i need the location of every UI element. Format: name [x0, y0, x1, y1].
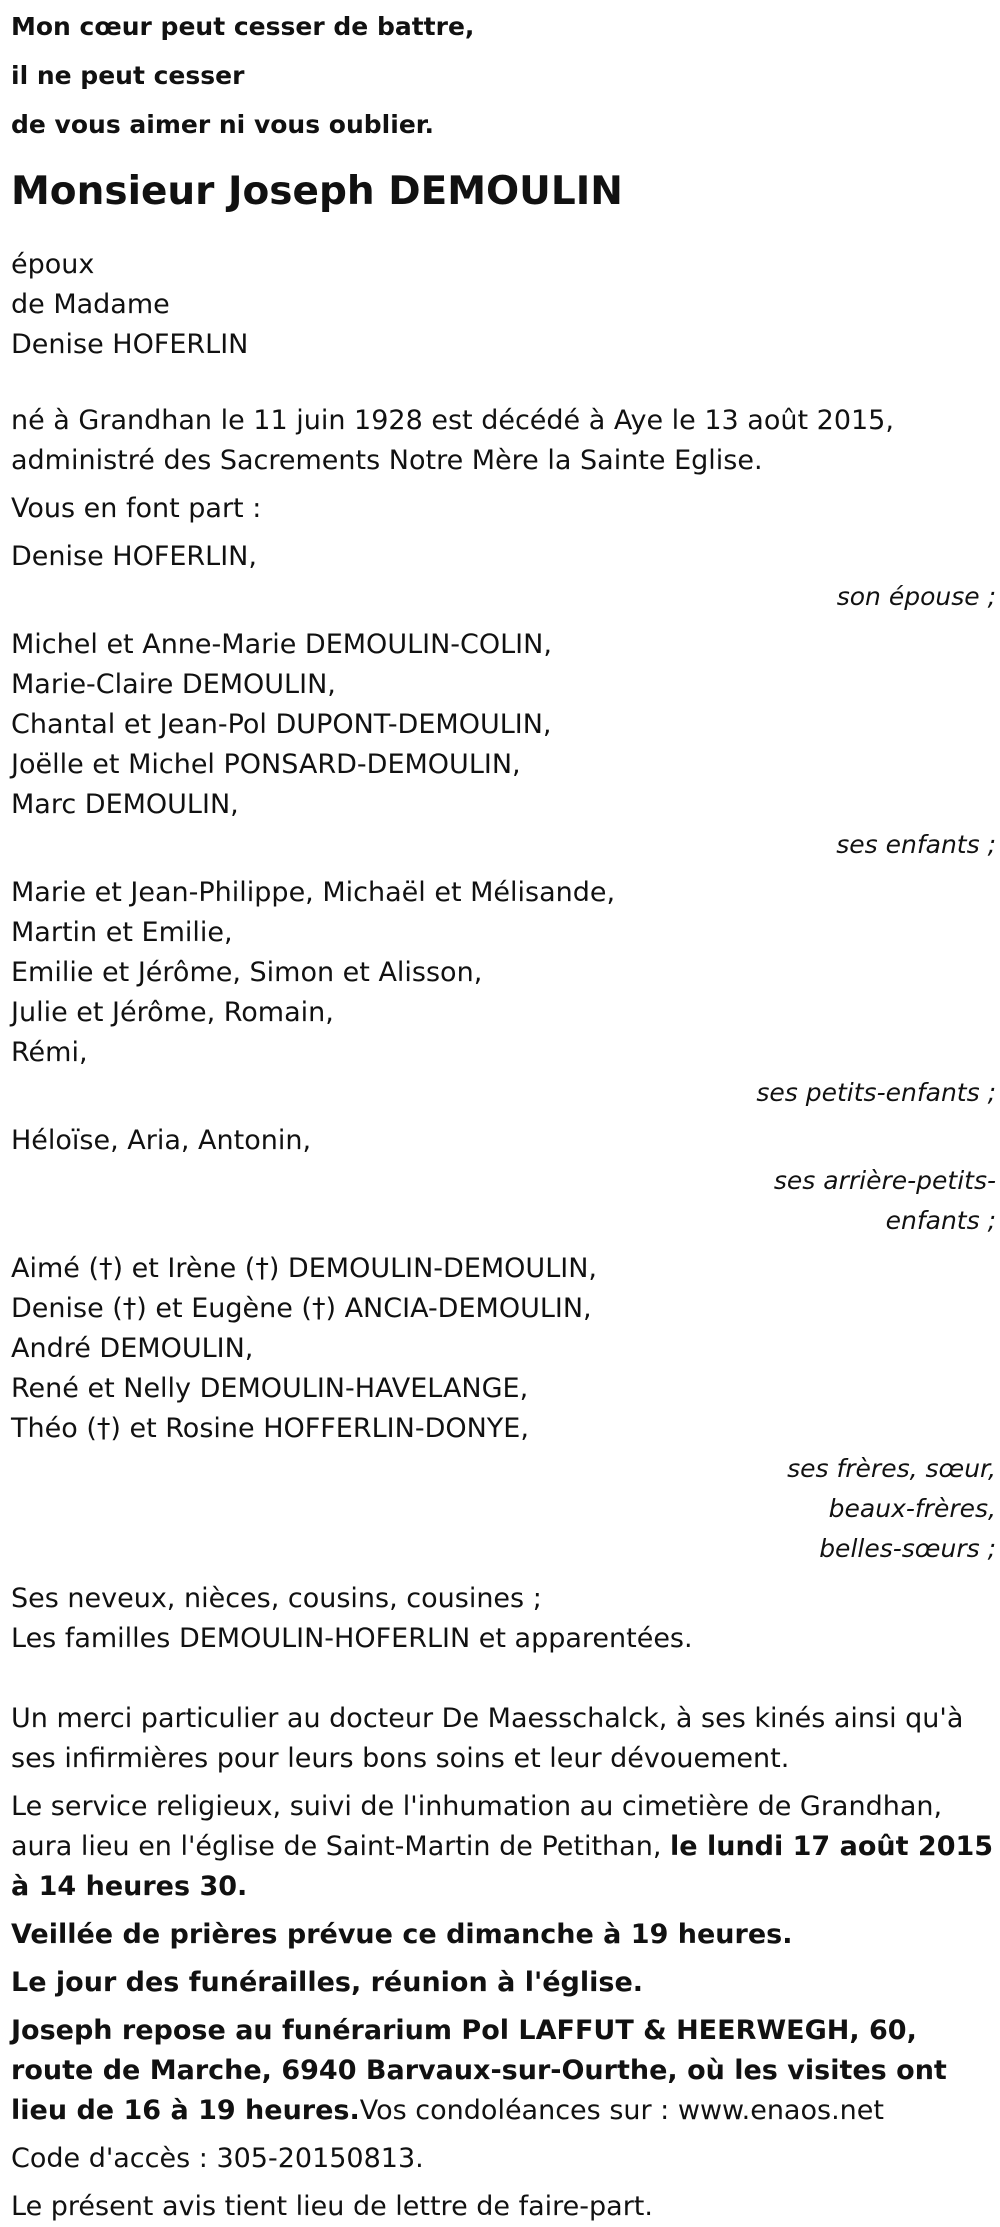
person-line: Joëlle et Michel PONSARD-DEMOULIN, — [11, 749, 521, 780]
condolences-info: Vos condoléances sur : www.enaos.net — [359, 2095, 884, 2126]
relation-label: beaux-frères, — [828, 1494, 996, 1523]
service-paragraph — [11, 1787, 996, 1907]
relation-label: son épouse ; — [836, 582, 996, 611]
person-line: Héloïse, Aria, Antonin, — [11, 1125, 312, 1156]
deceased-name: Monsieur Joseph DEMOULIN — [11, 169, 623, 214]
family-group-siblings — [11, 1249, 996, 1569]
group-names — [11, 625, 996, 825]
epigraph — [11, 0, 996, 149]
person-line: Théo (†) et Rosine HOFFERLIN-DONYE, — [11, 1413, 529, 1444]
spouse-line: de Madame — [11, 289, 170, 320]
person-line: Emilie et Jérôme, Simon et Alisson, — [11, 957, 483, 988]
person-line: André DEMOULIN, — [11, 1333, 254, 1364]
person-line: Marc DEMOULIN, — [11, 789, 239, 820]
birth-death-line: administré des Sacrements Notre Mère la Sainte Eglise. — [11, 445, 763, 476]
extended-family-line: Les familles DEMOULIN-HOFERLIN et apparentées. — [11, 1623, 693, 1654]
access-code: Code d'accès : 305-20150813. — [11, 2143, 424, 2174]
person-line: Denise (†) et Eugène (†) ANCIA-DEMOULIN, — [11, 1293, 592, 1324]
group-names — [11, 873, 996, 1073]
epigraph-line: de vous aimer ni vous oublier. — [11, 110, 435, 139]
spouse-line: époux — [11, 249, 95, 280]
birth-death-line: né à Grandhan le 11 juin 1928 est décédé à Aye le 13 août 2015, — [11, 405, 894, 436]
funeral-home-paragraph — [11, 2011, 996, 2131]
group-relation — [11, 577, 996, 617]
person-line: Chantal et Jean-Pol DUPONT-DEMOULIN, — [11, 709, 552, 740]
person-line: Julie et Jérôme, Romain, — [11, 997, 334, 1028]
thanks-paragraph: Un merci particulier au docteur De Maesschalck, à ses kinés ainsi qu'à ses infirmières pour leurs bons soins et leur dévouement. — [11, 1703, 964, 1774]
epigraph-line: Mon cœur peut cesser de battre, — [11, 12, 475, 41]
obituary-column — [11, 0, 996, 2227]
relation-label: belles-sœurs ; — [819, 1534, 996, 1563]
person-line: Denise HOFERLIN, — [11, 541, 257, 572]
service-text: Le service religieux, suivi de l'inhumation au cimetière de Grandhan, aura lieu en l'église de Saint-Martin de Petithan, — [11, 1791, 943, 1862]
person-line: Rémi, — [11, 1037, 88, 1068]
group-names — [11, 1121, 996, 1161]
group-names — [11, 1249, 996, 1449]
group-relation — [11, 825, 996, 865]
relation-label: ses enfants ; — [836, 830, 996, 859]
notice-paragraph: Le présent avis tient lieu de lettre de faire-part. — [11, 2191, 653, 2222]
extended-family — [11, 1579, 996, 1659]
person-line: Marie et Jean-Philippe, Michaël et Mélisande, — [11, 877, 616, 908]
funeral-home-info: Joseph repose au funérarium Pol LAFFUT & HEERWEGH, 60, route de Marche, 6940 Barvaux-sur-Ourthe, où les visites ont lieu de 16 à 19 heures. — [11, 2015, 947, 2126]
group-relation — [11, 1449, 996, 1569]
relation-label: ses arrière-petits- — [773, 1166, 996, 1195]
relation-label: enfants ; — [885, 1206, 996, 1235]
meeting-paragraph: Le jour des funérailles, réunion à l'église. — [11, 1967, 644, 1998]
relation-label: ses frères, sœur, — [787, 1454, 996, 1483]
group-relation — [11, 1161, 996, 1241]
epigraph-line: il ne peut cesser — [11, 61, 245, 90]
spouse-info — [11, 245, 996, 365]
relation-label: ses petits-enfants ; — [756, 1078, 996, 1107]
extended-family-line: Ses neveux, nièces, cousins, cousines ; — [11, 1583, 542, 1614]
spouse-line: Denise HOFERLIN — [11, 329, 249, 360]
person-line: Martin et Emilie, — [11, 917, 233, 948]
person-line: Aimé (†) et Irène (†) DEMOULIN-DEMOULIN, — [11, 1253, 597, 1284]
person-line: Michel et Anne-Marie DEMOULIN-COLIN, — [11, 629, 552, 660]
birth-death-info — [11, 401, 996, 481]
group-relation — [11, 1073, 996, 1113]
vigil-paragraph: Veillée de prières prévue ce dimanche à 19 heures. — [11, 1919, 793, 1950]
person-line: Marie-Claire DEMOULIN, — [11, 669, 336, 700]
family-group-spouse — [11, 537, 996, 617]
announce-heading: Vous en font part : — [11, 493, 262, 524]
family-group-great-grandchildren — [11, 1121, 996, 1241]
group-names — [11, 537, 996, 577]
person-line: René et Nelly DEMOULIN-HAVELANGE, — [11, 1373, 529, 1404]
family-group-children — [11, 625, 996, 865]
family-group-grandchildren — [11, 873, 996, 1113]
service-date: le lundi 17 août 2015 à 14 heures 30. — [11, 1831, 994, 1902]
